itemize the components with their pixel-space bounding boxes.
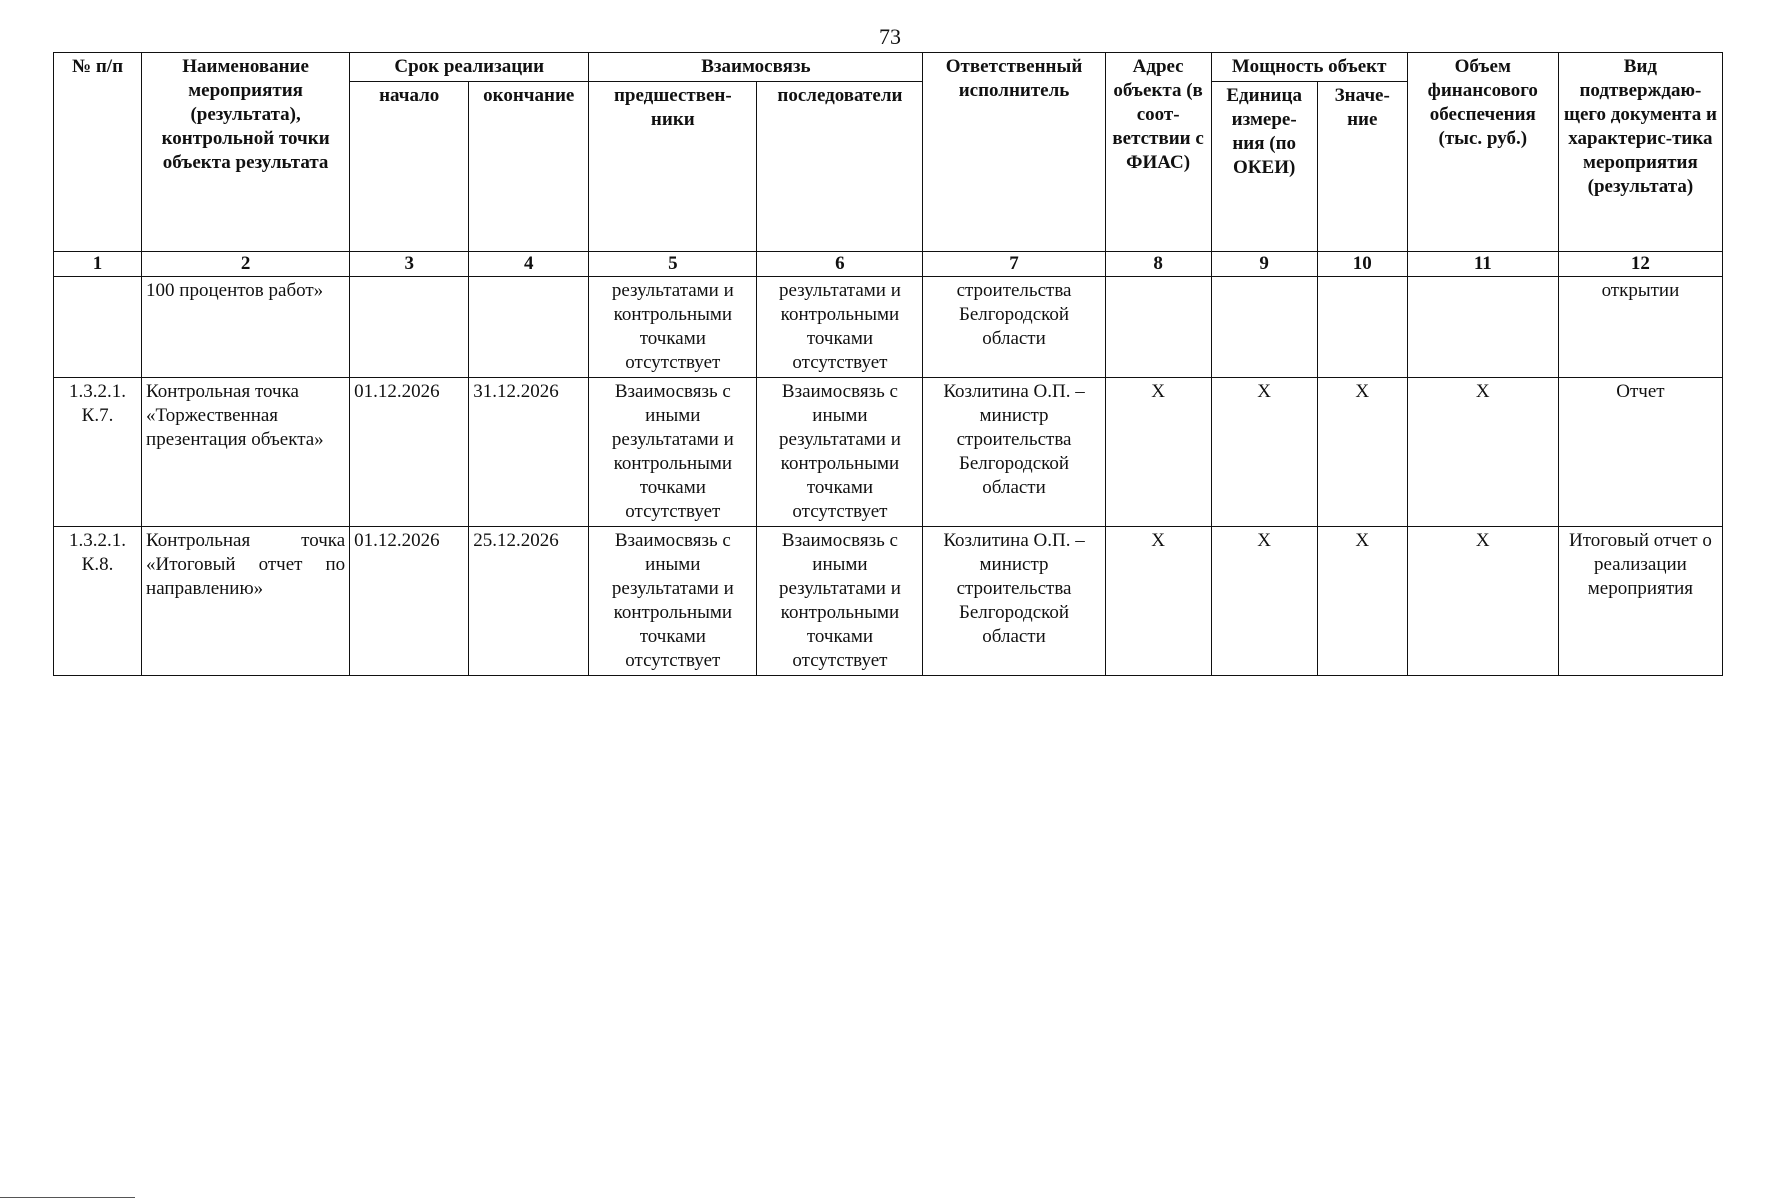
cell-predecessors: результатами и контрольными точками отсутствует xyxy=(589,277,757,378)
cell-name: Контрольная точка «Торжественная презентация объекта» xyxy=(142,378,350,527)
cell-finance: X xyxy=(1407,378,1558,527)
header-start: начало xyxy=(350,82,469,252)
activities-table xyxy=(53,52,1723,676)
header-end: окончание xyxy=(469,82,589,252)
cell-value xyxy=(1317,277,1407,378)
header-predecessors: предшествен-ники xyxy=(589,82,757,252)
table-row xyxy=(54,527,1723,676)
cell-predecessors: Взаимосвязь с иными результатами и контрольными точками отсутствует xyxy=(589,527,757,676)
cell-document: Итоговый отчет о реализации мероприятия xyxy=(1558,527,1722,676)
cell-successors: результатами и контрольными точками отсутствует xyxy=(757,277,923,378)
header-capacity-group: Мощность объект xyxy=(1211,53,1407,82)
cell-unit xyxy=(1211,277,1317,378)
column-number: 1 xyxy=(54,252,142,277)
cell-address: X xyxy=(1105,527,1211,676)
cell-start: 01.12.2026 xyxy=(350,527,469,676)
cell-unit: X xyxy=(1211,378,1317,527)
header-responsible: Ответственный исполнитель xyxy=(923,53,1105,252)
cell-finance xyxy=(1407,277,1558,378)
column-number: 3 xyxy=(350,252,469,277)
scan-artifact-line xyxy=(0,1197,135,1198)
header-no: № п/п xyxy=(54,53,142,252)
cell-predecessors: Взаимосвязь с иными результатами и контрольными точками отсутствует xyxy=(589,378,757,527)
cell-no: 1.3.2.1. К.8. xyxy=(54,527,142,676)
cell-no xyxy=(54,277,142,378)
header-document: Вид подтверждаю-щего документа и характерис-тика мероприятия (результата) xyxy=(1558,53,1722,252)
column-number: 4 xyxy=(469,252,589,277)
table-header-row xyxy=(54,53,1723,82)
header-finance: Объем финансового обеспечения (тыс. руб.) xyxy=(1407,53,1558,252)
cell-no: 1.3.2.1. К.7. xyxy=(54,378,142,527)
header-name: Наименование мероприятия (результата), контрольной точки объекта результата xyxy=(142,53,350,252)
cell-name: 100 процентов работ» xyxy=(142,277,350,378)
column-number: 11 xyxy=(1407,252,1558,277)
header-successors: последователи xyxy=(757,82,923,252)
header-term-group: Срок реализации xyxy=(350,53,589,82)
cell-end xyxy=(469,277,589,378)
column-number: 7 xyxy=(923,252,1105,277)
cell-address: X xyxy=(1105,378,1211,527)
cell-responsible: Козлитина О.П. – министр строительства Белгородской области xyxy=(923,527,1105,676)
cell-document: открытии xyxy=(1558,277,1722,378)
column-number-row xyxy=(54,252,1723,277)
cell-successors: Взаимосвязь с иными результатами и контрольными точками отсутствует xyxy=(757,378,923,527)
column-number: 6 xyxy=(757,252,923,277)
cell-value: X xyxy=(1317,378,1407,527)
cell-start: 01.12.2026 xyxy=(350,378,469,527)
header-address: Адрес объекта (в соот-ветствии с ФИАС) xyxy=(1105,53,1211,252)
header-value: Значе-ние xyxy=(1317,82,1407,252)
cell-value: X xyxy=(1317,527,1407,676)
column-number: 8 xyxy=(1105,252,1211,277)
cell-finance: X xyxy=(1407,527,1558,676)
cell-responsible: Козлитина О.П. – министр строительства Белгородской области xyxy=(923,378,1105,527)
page-number: 73 xyxy=(879,24,901,49)
cell-end: 31.12.2026 xyxy=(469,378,589,527)
column-number: 9 xyxy=(1211,252,1317,277)
cell-responsible: строительства Белгородской области xyxy=(923,277,1105,378)
cell-address xyxy=(1105,277,1211,378)
header-relation-group: Взаимосвязь xyxy=(589,53,923,82)
column-number: 5 xyxy=(589,252,757,277)
column-number: 12 xyxy=(1558,252,1722,277)
table-row xyxy=(54,277,1723,378)
cell-successors: Взаимосвязь с иными результатами и контрольными точками отсутствует xyxy=(757,527,923,676)
cell-end: 25.12.2026 xyxy=(469,527,589,676)
cell-document: Отчет xyxy=(1558,378,1722,527)
cell-unit: X xyxy=(1211,527,1317,676)
header-unit: Единица измере-ния (по ОКЕИ) xyxy=(1211,82,1317,252)
cell-name: Контрольная точка «Итоговый отчет по направлению» xyxy=(142,527,350,676)
column-number: 10 xyxy=(1317,252,1407,277)
table-row xyxy=(54,378,1723,527)
cell-start xyxy=(350,277,469,378)
column-number: 2 xyxy=(142,252,350,277)
